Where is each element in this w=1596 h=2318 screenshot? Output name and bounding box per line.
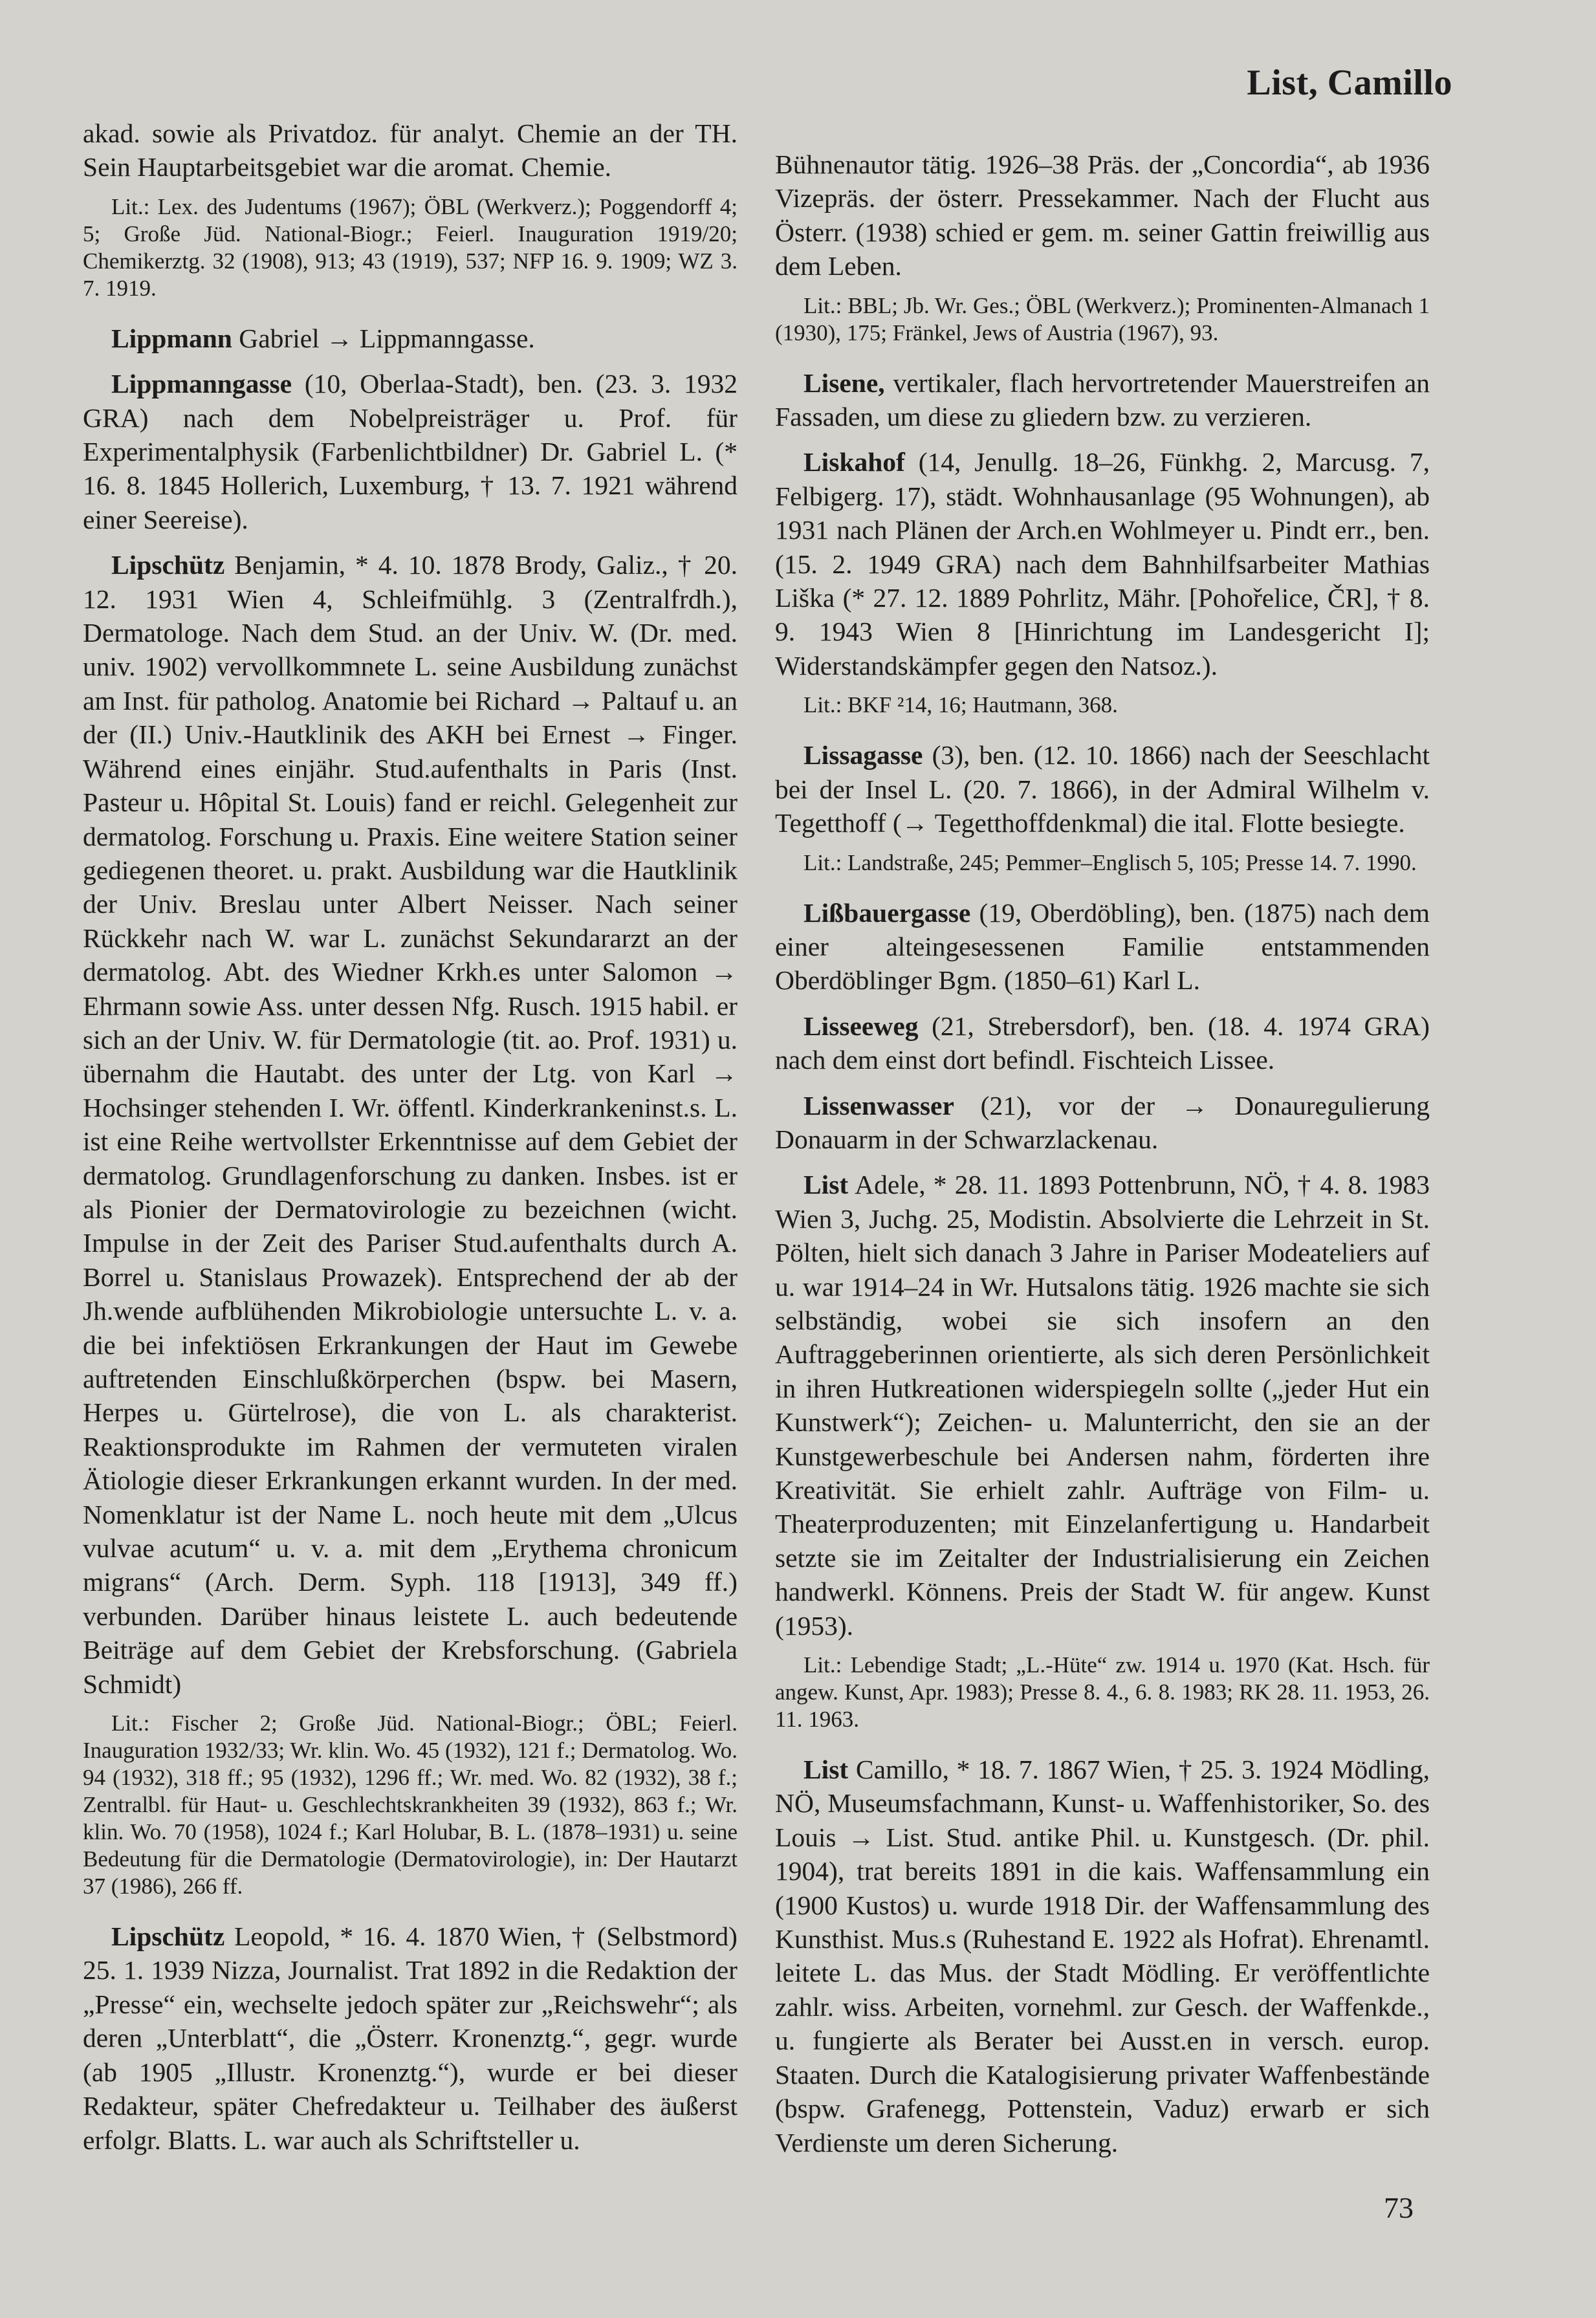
entry-headword: Lippmann xyxy=(111,323,232,353)
literature-reference xyxy=(775,1652,1430,1733)
literature-text: Lit.: Fischer 2; Große Jüd. National-Biogr.; ÖBL; Feierl. Inauguration 1932/33; Wr. klin. Wo. 45 (1932), 121 f.; Dermatolog. Wo. 94 (1932), 318 ff.; 95 (1932), 1296 ff.; Wr. med. Wo. 82 (1932), 38 f.; Zentralbl. für Haut- u. Geschlechtskrankheiten 39 (1932), 863 f.; Wr. klin. Wo. 70 (1958), 1024 f.; Karl Holubar, B. L. (1878–1931) u. seine Bedeutung für die Dermatologie (Dermatovirologie), in: Der Hautarzt 37 (1986), 266 ff. xyxy=(83,1711,738,1899)
entry-text: Gabriel → Lippmanngasse. xyxy=(239,323,535,353)
literature-reference xyxy=(83,193,738,302)
literature-text: Lit.: Lex. des Judentums (1967); ÖBL (Werkverz.); Poggendorff 4; 5; Große Jüd. National-Biogr.; Feierl. Inauguration 1919/20; Chemikerztg. 32 (1908), 913; 43 (1919), 537; NFP 16. 9. 1909; WZ 3. 7. 1919. xyxy=(83,193,738,301)
entry-headword: Lißbauergasse xyxy=(803,897,971,928)
lexicon-entry xyxy=(83,548,738,1701)
entry-headword: List xyxy=(803,1755,849,1785)
entry-headword: Lisseeweg xyxy=(803,1011,919,1041)
lexicon-entry xyxy=(775,1753,1430,2159)
entry-headword: Lippmanngasse xyxy=(111,369,292,399)
lexicon-entry xyxy=(83,322,738,355)
entry-headword: Lipschütz xyxy=(111,1921,225,1952)
lexicon-entry xyxy=(83,1919,738,2157)
entry-text: (21), vor der → Donauregulierung Donauarm in der Schwarzlackenau. xyxy=(775,1090,1430,1154)
page-number: 73 xyxy=(1384,2191,1414,2224)
literature-reference xyxy=(83,1710,738,1900)
entry-text: akad. sowie als Privatdoz. für analyt. Chemie an der TH. Sein Hauptarbeitsgebiet war die aromat. Chemie. xyxy=(83,118,738,182)
lexicon-entry xyxy=(775,1168,1430,1643)
entry-headword: Liskahof xyxy=(803,447,905,477)
entry-text: Benjamin, * 4. 10. 1878 Brody, Galiz., † 20. 12. 1931 Wien 4, Schleifmühlg. 3 (Zentralfrdh.), Dermatologe. Nach dem Stud. an der Univ. W. (Dr. med. univ. 1902) vervollkommnete L. seine Ausbildung zunächst am Inst. für patholog. Anatomie bei Richard → Paltauf u. an der (II.) Univ.-Hautklinik des AKH bei Ernest → Finger. Während eines einjähr. Stud.aufenthalts in Paris (Inst. Pasteur u. Hôpital St. Louis) fand er reichl. Gelegenheit zur dermatolog. Forschung u. Praxis. Eine weitere Station seiner gediegenen theoret. u. prakt. Ausbildung war die Hautklinik der Univ. Breslau unter Albert Neisser. Nach seiner Rückkehr nach W. war L. zunächst Sekundararzt an der dermatolog. Abt. des Wiedner Krkh.es unter Salomon → Ehrmann sowie Ass. unter dessen Nfg. Rusch. 1915 habil. er sich an der Univ. W. für Dermatologie (tit. ao. Prof. 1931) u. übernahm die Hautabt. des unter der Ltg. von Karl → Hochsinger stehenden I. Wr. öffentl. Kinderkrankeninst.s. L. ist eine Reihe wertvollster Erkenntnisse auf dem Gebiet der dermatolog. Grundlagenforschung zu danken. Insbes. ist er als Pionier der Dermatovirologie zu bezeichnen (wicht. Impulse in der Zeit des Pariser Stud.aufenthalts durch A. Borrel u. Stanislaus Prowazek). Entsprechend der ab der Jh.wende aufblühenden Mikrobiologie untersuchte L. v. a. die bei infektiösen Erkrankungen der Haut im Gewebe auftretenden Einschlußkörperchen (bspw. bei Masern, Herpes u. Gürtelrose), die von L. als charakterist. Reaktionsprodukte im Rahmen der vermuteten viralen Ätiologie dieser Erkrankungen erkannt wurden. In der med. Nomenklatur ist der Name L. noch heute mit dem „Ulcus vulvae acutum“ u. v. a. mit dem „Erythema chronicum migrans“ (Arch. Derm. Syph. 118 [1913], 349 ff.) verbunden. Darüber hinaus leistete L. auch bedeutende Beiträge auf dem Gebiet der Krebsforschung. (Gabriela Schmidt) xyxy=(83,550,738,1699)
lexicon-entry xyxy=(83,367,738,536)
literature-text: Lit.: Lebendige Stadt; „L.-Hüte“ zw. 1914 u. 1970 (Kat. Hsch. für angew. Kunst, Apr. 1983); Presse 8. 4., 6. 8. 1983; RK 28. 11. 1953, 26. 11. 1963. xyxy=(775,1652,1430,1733)
entry-text: Camillo, * 18. 7. 1867 Wien, † 25. 3. 1924 Mödling, NÖ, Museumsfachmann, Kunst- u. Waffenhistoriker, So. des Louis → List. Stud. antike Phil. u. Kunstgesch. (Dr. phil. 1904), trat bereits 1891 in die kais. Waffensammlung ein (1900 Kustos) u. wurde 1918 Dir. der Waffensammlung des Kunsthist. Mus.s (Ruhestand E. 1922 als Hofrat). Ehrenamtl. leitete L. das Mus. der Stadt Mödling. Er veröffentlichte zahlr. wiss. Arbeiten, vornehml. zur Gesch. der Waffenkde., u. fungierte als Berater bei Ausst.en in versch. europ. Staaten. Durch die Katalogisierung privater Waffenbestände (bspw. Grafenegg, Pottenstein, Vaduz) erwarb er sich Verdienste um deren Sicherung. xyxy=(775,1755,1430,2158)
entry-text: (14, Jenullg. 18–26, Fünkhg. 2, Marcusg. 7, Felbigerg. 17), städt. Wohnhausanlage (95 Wohnungen), ab 1931 nach Plänen der Arch.en Wohlmeyer u. Pindt err., ben. (15. 2. 1949 GRA) nach dem Bahnhilfsarbeiter Mathias Liška (* 27. 12. 1889 Pohrlitz, Mähr. [Pohořelice, ČR], † 8. 9. 1943 Wien 8 [Hinrichtung im Landesgericht I]; Widerstandskämpfer gegen den Natsoz.). xyxy=(775,447,1430,681)
lexicon-entry xyxy=(775,1009,1430,1077)
entry-text: (19, Oberdöbling), ben. (1875) nach dem einer alteingesessenen Familie entstammenden Oberdöblinger Bgm. (1850–61) Karl L. xyxy=(775,897,1430,996)
literature-text: Lit.: Landstraße, 245; Pemmer–Englisch 5, 105; Presse 14. 7. 1990. xyxy=(803,849,1417,875)
literature-reference xyxy=(775,292,1430,347)
right-column xyxy=(775,148,1430,2171)
lexicon-entry xyxy=(775,1089,1430,1157)
entry-continuation xyxy=(775,148,1430,283)
entry-text: Adele, * 28. 11. 1893 Pottenbrunn, NÖ, † 4. 8. 1983 Wien 3, Juchg. 25, Modistin. Absolvierte die Lehrzeit in St. Pölten, hielt sich danach 3 Jahre in Pariser Modeateliers auf u. war 1914–24 in Wr. Hutsalons tätig. 1926 machte sie sich selbständig, wobei sie sich insofern an den Auftraggeberinnen orientierte, als sich deren Persönlichkeit in ihren Hutkreationen widerspiegeln sollte („jeder Hut ein Kunstwerk“); Zeichen- u. Malunterricht, den sie an der Kunstgewerbeschule bei Andersen nahm, förderten ihre Kreativität. Sie erhielt zahlr. Aufträge von Film- u. Theaterproduzenten; mit Einzelanfertigung u. Handarbeit setzte sie im Zeitalter der Industrialisierung ein Zeichen handwerkl. Könnens. Preis der Stadt W. für angew. Kunst (1953). xyxy=(775,1170,1430,1641)
entry-headword: Lipschütz xyxy=(111,550,225,580)
lexicon-entry xyxy=(775,366,1430,434)
entry-text: (21, Strebersdorf), ben. (18. 4. 1974 GRA) nach dem einst dort befindl. Fischteich Lissee. xyxy=(775,1011,1430,1075)
left-column xyxy=(83,116,738,2169)
entry-text: Leopold, * 16. 4. 1870 Wien, † (Selbstmord) 25. 1. 1939 Nizza, Journalist. Trat 1892 in die Redaktion der „Presse“ ein, wechselte jedoch später zur „Reichswehr“; als deren „Unterblatt“, die „Österr. Kronenztg.“, gegr. wurde (ab 1905 „Illustr. Kronenztg.“), wurde er bei dieser Redakteur, später Chefredakteur u. Teilhaber des äußerst erfolgr. Blatts. L. war auch als Schriftsteller u. xyxy=(83,1921,738,2155)
entry-headword: Lissagasse xyxy=(803,740,923,771)
entry-text: (3), ben. (12. 10. 1866) nach der Seeschlacht bei der Insel L. (20. 7. 1866), in der Admiral Wilhelm v. Tegetthoff (→ Tegetthoffdenkmal) die ital. Flotte besiegte. xyxy=(775,740,1430,838)
literature-reference xyxy=(775,849,1430,877)
entry-text: Bühnenautor tätig. 1926–38 Präs. der „Concordia“, ab 1936 Vizepräs. der österr. Pressekammer. Nach der Flucht aus Österr. (1938) schied er gem. m. seiner Gattin freiwillig aus dem Leben. xyxy=(775,149,1430,281)
entry-text: vertikaler, flach hervortretender Mauerstreifen an Fassaden, um diese zu gliedern bzw. zu verzieren. xyxy=(775,367,1430,432)
lexicon-entry xyxy=(775,445,1430,683)
entry-continuation xyxy=(83,116,738,184)
entry-headword: Lisene, xyxy=(803,367,885,398)
entry-headword: List xyxy=(803,1170,849,1200)
literature-text: Lit.: BKF ²14, 16; Hautmann, 368. xyxy=(803,692,1118,718)
lexicon-entry xyxy=(775,896,1430,998)
literature-text: Lit.: BBL; Jb. Wr. Ges.; ÖBL (Werkverz.); Prominenten-Almanach 1 (1930), 175; Fränkel, Jews of Austria (1967), 93. xyxy=(775,292,1430,345)
entry-headword: Lissenwasser xyxy=(803,1090,954,1121)
entry-text: (10, Oberlaa-Stadt), ben. (23. 3. 1932 GRA) nach dem Nobelpreisträger u. Prof. für Experimentalphysik (Farbenlichtbildner) Dr. Gabriel L. (* 16. 8. 1845 Hollerich, Luxemburg, † 13. 7. 1921 während einer Seereise). xyxy=(83,369,738,534)
running-head: List, Camillo xyxy=(1247,63,1452,103)
lexicon-entry xyxy=(775,738,1430,840)
literature-reference xyxy=(775,692,1430,719)
